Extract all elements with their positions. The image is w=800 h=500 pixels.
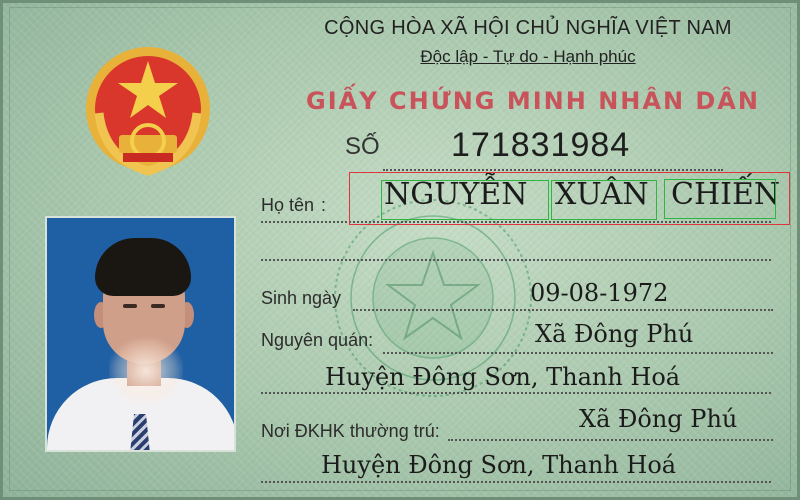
name-colon: : [321,195,327,215]
id-number-label: SỐ [345,133,380,160]
photo-eye-right [151,304,165,308]
id-dotted-line [383,169,723,171]
dob-dotted-line [353,309,773,311]
name-part-middle: XUÂN [555,177,649,212]
origin-line2: Huyện Đông Sơn, Thanh Hoá [325,363,681,391]
name-part-given: CHIẾN [671,177,781,212]
name-part-box-1 [381,180,549,220]
photo-hair [95,238,191,296]
national-emblem-icon [79,43,217,181]
name-label: Họ tên [261,195,315,215]
motto: Độc lập - Tự do - Hạnh phúc [420,47,636,66]
photo-glare [109,338,183,404]
residence-label: Nơi ĐKHK thường trú: [261,421,440,441]
dob-label: Sinh ngày [261,288,342,308]
name-part-box-2 [551,180,657,220]
portrait-photo [45,216,236,452]
card-title: GIẤY CHỨNG MINH NHÂN DÂN [306,87,760,115]
residence-dotted-line [448,439,773,441]
name-part-family: NGUYỄN [384,177,528,212]
name-part-box-3 [664,179,776,219]
origin-dotted-line-2 [261,392,771,394]
residence-line1: Xã Đông Phú [579,405,738,433]
residence-line2: Huyện Đông Sơn, Thanh Hoá [321,451,677,479]
residence-dotted-line-2 [261,481,771,483]
country-header: CỘNG HÒA XÃ HỘI CHỦ NGHĨA VIỆT NAM [324,17,732,39]
photo-eye-left [123,304,137,308]
origin-dotted-line [383,352,773,354]
dob-value: 09-08-1972 [530,279,669,307]
name-dotted-line-2 [261,259,771,261]
origin-label: Nguyên quán: [261,330,374,350]
origin-line1: Xã Đông Phú [535,320,694,348]
id-number-value: 171831984 [451,126,631,164]
